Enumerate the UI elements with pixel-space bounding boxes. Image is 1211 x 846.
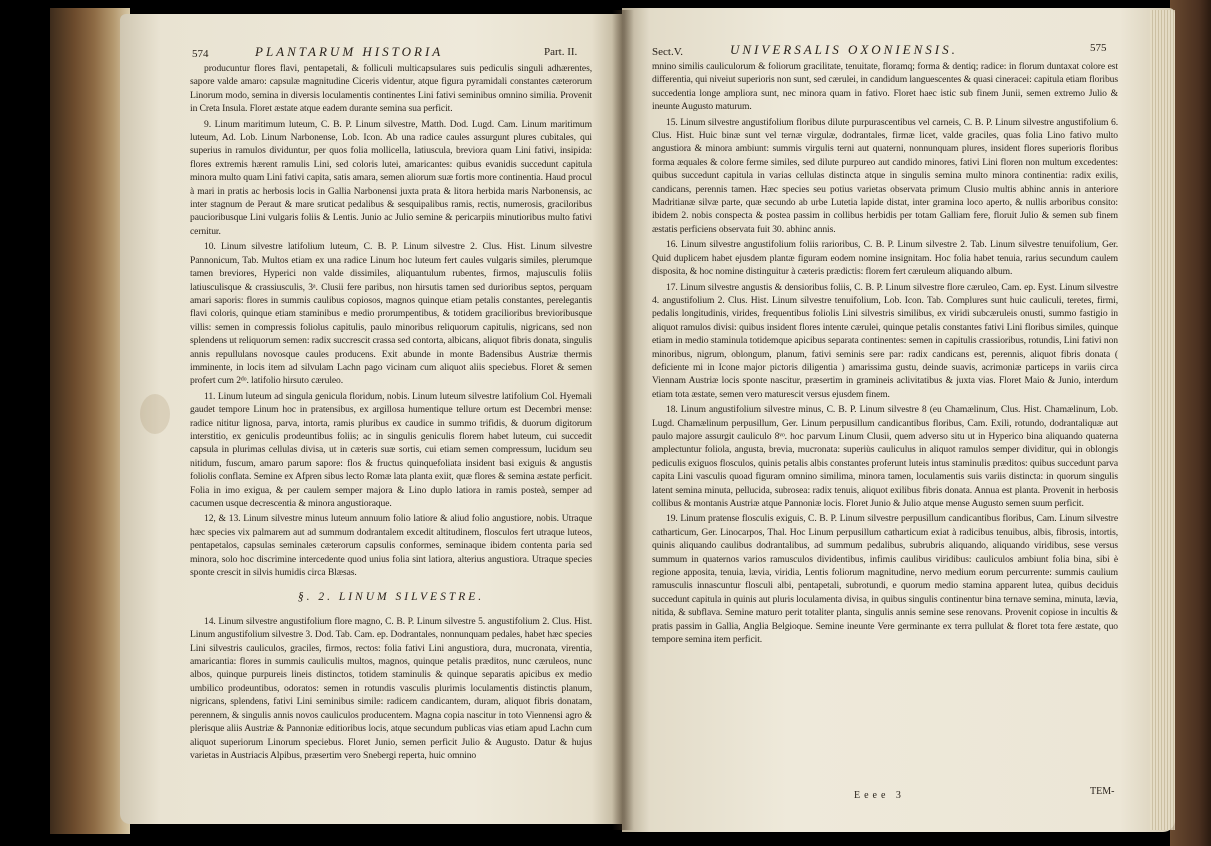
right-running-head: UNIVERSALIS OXONIENSIS. [730, 42, 958, 57]
paragraph: 19. Linum pratense flosculis exiguis, C. B. P. Linum silvestre perpusillum candicantibus floribus, Cam. Linum silvestre catharticum, Ger. Linocarpos, Thal. Hoc Linum perpusillum catharticum exiat à radicibus tenuibus, albis, fibrosis, intortis, quinis aliquando caulibus dodrantalibus, ad summum pedalibus, subrubris aliquando, aliquando viridibus, sese versus summum in quaternos varios ramusculos dividentibus, infimis caulibus viridibus: cauliculos ambiunt folia bina, sibi è regione apposita, tenuia, lævia, viridia, Lentis foliorum magnitudine, nervo medium eorum percurrente: summis caulium ramusculis innascuntur flosculi albi, pentapetali, subrotundi, e quorum medio stamina apparent lutea, quibus deciduis succedunt capitula in quinis aut pluris loculamenta divisa, in quibus singulis continentur bina ternave semina, minuta, lævia, nitida, & subflava. Semine maturo perit totaliter planta, singulis annis semine sese renovans. Provenit copiose in incultis & pratis passim in Gallia, Anglia Belgioque. Semine ineunte Vere germinante ex terra pullulat & floret tota fere æstate, quo tempore semina item perficit. [652, 513, 1118, 646]
paragraph: producuntur flores flavi, pentapetali, & folliculi multicapsulares suis pediculis singuli adhærentes, sapore valde amaro: capsulæ magnitudine Ciceris videntur, atque figura pyramidali constantes cæterorum Linorum modo, semina in diversis loculamentis continentes Lini fativi seminibus omnino similia. Provenit in Creta Insula. Floret æstate atque eadem durante semina sua perficit. [190, 63, 592, 115]
paragraph: 17. Linum silvestre angustis & densioribus foliis, C. B. P. Linum silvestre flore cæruleo, Cam. ep. Eyst. Linum silvestre 4. angustifolium 2. Clus. Hist. Linum silvestre tenuifolium, Lob. Icon. Tab. Complures sunt huic cauliculi, teretes, firmi, pedalis longitudinis, virides, frequentibus foliolis Lini silvestris similibus, ex viridi subcæruleis onusti, summo fastigio in aliquot ramulos divisi: quibus insident flores intente cærulei, quinque petalis constantes fativi Lini floribus similes, quinque etiam in medio staminula totidemque apicibus separata continentes: semen in capitulis crassioribus, rotundis, Lini fativi non minoribus, nigrum, oblongum, planum, fativi seminis sere par: radix candicans est, perennis, aliquot fibris donata ( deficiente mi in Icone major pictoris diligentia ) amarissima gustu, deinde suavis, acrimoniæ particeps in variis circa Viennam Austriæ locis sponte nascitur, præsertim in gramineis aclivitatibus & juxta vias. Floret Maio & Junio, interdum etiam tota æstate, semen vero maturescit versus ejusdem finem. [652, 281, 1118, 400]
paragraph: 18. Linum angustifolium silvestre minus, C. B. P. Linum silvestre 8 (eu Chamælinum, Clus. Hist. Chamælinum, Lob. Lugd. Chamælinum perpusillum, Ger. Linum perpusillum candicantibus floribus, Cam. Exili, rotundo, dodrantaliquæ aut paulo majore assurgit cauliculo 8ᵛᵒ. hoc parvum Linum Clusii, quem adverso situ ut in Hyperico bina aliquando quaterna amplectuntur foliola, angusta, brevia, mucronata: superiùs cauliculus in aliquot ramulos semper dividitur, qui in oblongis pediculis exiguos flosculos, quinis petalis albis constantes proferunt luteis intus staminulis præditos: quibus succedunt parva capita Lini vasculis quoad figuram omnino similima, minora tamen, loculamentis suis variis distincta: in quorum singulis latent semina minuta, pellucida, subrosea: radix tenuis, aliquot exilibus fibris donata. Annua est planta. Provenit in herbosis collibus & montanis Austriæ atque Pannoniæ locis. Floret Junio & Julio atque mense Augusto semen suum perficit. [652, 404, 1118, 509]
left-part-label: Part. II. [544, 46, 578, 58]
paragraph: mnino similis cauliculorum & foliorum gracilitate, tenuitate, floramq; forma & dentiq; radice: in florum duntaxat colore est differentia, qui niveiut superioris non sunt, sed cærulei, in candidum languescentes & quasi cineracei: capitula etiam floribus succedentia longe ampliora sunt, nec minora quam in fativo. Floret haec istic sub finem Junii, semen extremo Julio & ineunte Augusto maturum. [652, 61, 1118, 113]
left-running-head: PLANTARUM HISTORIA [255, 44, 444, 59]
gutter-shadow [612, 10, 634, 830]
paragraph: 11. Linum luteum ad singula genicula floridum, nobis. Linum luteum silvestre latifolium Col. Hyemali gaudet tempore Linum hoc in pratensibus, ex argillosa humentique tellure ortum est Decembri mense: radice nititur lignosa, parva, intorta, ramis pluribus ex caudice in summo trifidis, & duorum digitorum interstitio, ex geniculis prodeuntibus foliis; ac in singulis geniculis florem habet luteum, cui succedit capsula in plurimas cellulas divisa, ut in cæteris suæ sortis, cui etiam semen compressum, lucidum seu nitidum, fuscum, amaro parum sapore: flos & fructus quinquefoliata insident basi exiguis & angustis foliolis conflata. Semine ex Afpren sibus lecto Romæ lata planta exiit, quæ flores & semina æstate perficit. Folia in imo exigua, & per caulem semper majora & Lino duplo latiora in ramis posteà, semper ad cacumen usque decrescentia & minora angustioraque. [190, 390, 592, 509]
foxing-spot [140, 394, 170, 434]
paragraph: 12, & 13. Linum silvestre minus luteum annuum folio latiore & aliud folio angustiore, nobis. Utraque hæc species vix palmarem aut ad summum dodrantalem excedit altitudinem, flosculos fert utraque luteos, pentapetalos, capsulas seminales cæterorum capsulis conformes, seminaque ibidem contenta paria sed minora, solo hoc discrimine intercedente quod unius folia sint latiora, alterius angustiora. Utraque species sponte crescit in silvis humidis circa Blæsas. [190, 513, 592, 579]
paragraph: 15. Linum silvestre angustifolium floribus dilute purpurascentibus vel carneis, C. B. P. Linum silvestre angustifolium 6. Clus. Hist. Huic binæ sunt vel ternæ virgulæ, dodrantales, firmæ licet, valde graciles, quas folia Lino fativo multo angustiora & minora ambiunt: summis virgulis terni aut quaterni, nonnunquam plures, insident flores superioris floribus forma æquales & colore ferme similes, sed dilute purpureo aut candido minores, fativi Lini floren non multum excedentes: quibus succedunt capitula in varias cellulas distincta atque in singulis semina multo minora continentia: radix exilis, candicans, perennis tamen. Hæc species seu potius varietas observata primum Clusio multis abhinc annis in anteriore Madritianæ silvæ parte, quæ secundo ab urbe Lutetia lapide distat, inter gramina loco aperto, & nullis arboribus consito: ibidem 2. nobis conspecta & postea passim in collibus herbidis per totam Galliam fere, floruit Julio & semen sub finem æstatis perficiens observata fuit 30. abhinc annis. [652, 116, 1118, 235]
paragraph: 16. Linum silvestre angustifolium foliis rarioribus, C. B. P. Linum silvestre 2. Tab. Linum silvestre tenuifolium, Ger. Quid duplicem habet ejusdem plantæ figuram eodem nomine insignitam. Hoc folia habet tenuia, rarius secundum caulem disposita, & hoc nomine distinguitur à cæteris prædictis: florem fert cæruleum aliquando album. [652, 239, 1118, 278]
catchword: TEM- [1090, 786, 1115, 797]
left-page [120, 14, 622, 824]
paragraph: 10. Linum silvestre latifolium luteum, C. B. P. Linum silvestre 2. Clus. Hist. Linum silvestre Pannonicum, Tab. Multos etiam ex una radice Linum hoc luteum fert caules vulgaris similes, plerumque tamen breviores, Hyperici non valde dissimiles, aliquantulum rubentes, firmos, majusculis foliis latiusculisque & crassiusculis, 3ᵃ. Clusii fere paribus, non hirsutis tamen sed durioribus septos, perquam amari saporis: flores in summis caulibus copiosos, magnos quinque etiam petalis constantes, perelegantis flavi coloris, quinque etiam staminibus e medio prorumpentibus, & totidem gracilioribus brevioribusque villis: semen in compressis foliolus capitulis, paulo minoribus reliquorum capitulis, nigricans, sed non splendens ut reliquorum semen: radix succrescit crassa sed contorta, albicans, aliquot fibris donata, singulis annis repullulans novosque caules producens. Exit abunde in monte Badensibus Austriæ thermis imminente, in locis item ad silvulam Lachn pago vicinam cum aliquot aliis speciebus. Floret & semen profert cum 2ᵈᵒ. latifolio hirsuto cæruleo. [190, 241, 592, 387]
left-page-number: 574 [192, 48, 209, 60]
paragraph: 9. Linum maritimum luteum, C. B. P. Linum silvestre, Matth. Dod. Lugd. Cam. Linum maritimum luteum, Ad. Lob. Linum Narbonense, Lob. Icon. Ab una radice caules assurgunt plures cubitales, qui superius in ramulos dividuntur, per quos folia mollicella, latiuscula, breviora quam Lini fativi, insipida: flores extremis hærent ramulis Lini, sed coloris lutei, amaricantes: quibus evanidis succedunt capitula minora multo quam Lini fativi capita, satis amara, semen aliorum suæ fortis more continentia. Haud procul à mari in pratis ac herbosis locis in Gallia Narbonensi juxta prata & litora herbida maris Narbonensis, ac inter stagnum de Peraut & mare sruticat pedalibus & sesquipalibus ramis, rectis, numerosis, graciloribus paucioribusque Lini vulgaris foliis & Lentis. Junio ac Julio semine & pericarpiis minutioribus multo fativi cernitur. [190, 118, 592, 237]
right-text-column [652, 60, 1118, 790]
paragraph: 14. Linum silvestre angustifolium flore magno, C. B. P. Linum silvestre 5. angustifolium 2. Clus. Hist. Linum angustifolium silvestre 3. Dod. Tab. Cam. ep. Dodrantales, nonnunquam pedales, habet hæc species Lini silvestris cauliculos, graciles, firmos, rectos: folia fativi Lini angustiora, dura, mucronata, virentia, amaricantia: flores in summis cauliculis multos, magnos, quinque petalis præditos, nunc cæruleos, nunc albos, quinque purpureis lineis distinctos, totidem staminulis & quinque separatis apicibus ex medio umbilico prodeuntibus, odoratos: semen in rotundis vasculis plurimis loculamentis distinctis planum, nigricans, splendens, fativi Lini seminibus simile: radicem candicantem, duram, aliquot fibris donatam, perennem, & singulis annis novos cauliculos producentem. Magna copia nascitur in toto Viennensi agro & plerisque aliis Austriæ & Pannoniæ editioribus locis, atque secundum publicas vias etiam apud Lachn cum aliquot superiorum Linorum speciebus. Floret Junio, semen perficit Julio & Augusto. Datur & hujus varietas in Austriacis Alpibus, præsertim vero Snebergi reperta, huic omnino [190, 615, 592, 761]
right-section-label: Sect.V. [652, 46, 683, 58]
section-title: §. 2. LINUM SILVESTRE. [297, 591, 485, 604]
left-book-edge [50, 8, 130, 834]
left-text-column [190, 62, 592, 814]
right-fore-edge [1150, 10, 1175, 830]
right-page-number: 575 [1090, 42, 1107, 54]
right-page [622, 8, 1175, 832]
right-book-edge [1170, 0, 1211, 846]
signature-mark: Eeee 3 [854, 790, 905, 801]
